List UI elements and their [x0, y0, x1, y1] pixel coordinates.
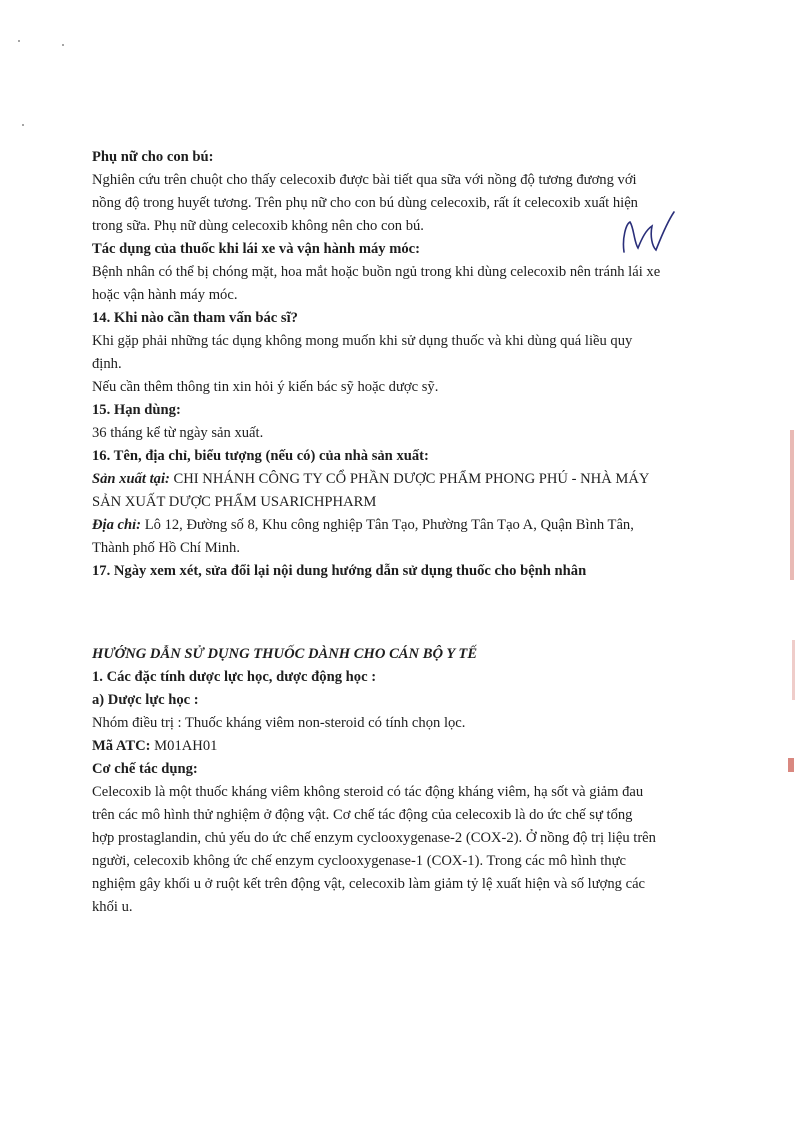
address-line — [92, 514, 716, 537]
section-heading: 15. Hạn dùng: — [92, 402, 181, 418]
paragraph-line: Nếu cần thêm thông tin xin hỏi ý kiến bác sỹ hoặc dược sỹ. — [92, 379, 439, 395]
section-heading: Tác dụng của thuốc khi lái xe và vận hành máy móc: — [92, 241, 421, 257]
section-heading: 14. Khi nào cần tham vấn bác sĩ? — [92, 310, 298, 326]
paragraph-line: Bệnh nhân có thể bị chóng mặt, hoa mắt hoặc buồn ngủ trong khi dùng celecoxib nên tránh lái xe — [92, 264, 661, 280]
address-text: Lô 12, Đường số 8, Khu công nghiệp Tân Tạo, Phường Tân Tạo A, Quận Bình Tân, — [144, 517, 634, 533]
address-label: Địa chỉ: — [92, 517, 142, 533]
scan-speck — [22, 124, 24, 126]
paragraph-line: hợp prostaglandin, chủ yếu do ức chế enzym cyclooxygenase-2 (COX-2). Ở nồng độ trị liệu trên — [92, 830, 656, 846]
manufacturer-name: CHI NHÁNH CÔNG TY CỔ PHẦN DƯỢC PHẨM PHONG PHÚ - NHÀ MÁY — [173, 471, 650, 487]
edge-scan-mark — [790, 430, 794, 580]
paragraph-line: Nghiên cứu trên chuột cho thấy celecoxib được bài tiết qua sữa với nồng độ tương đương với — [92, 172, 637, 188]
section-driving — [92, 238, 716, 307]
manufacturer-line — [92, 468, 716, 491]
edge-scan-mark — [792, 640, 795, 700]
section-heading: 16. Tên, địa chỉ, biểu tượng (nếu có) của nhà sản xuất: — [92, 448, 429, 464]
address-line: Thành phố Hồ Chí Minh. — [92, 540, 240, 556]
paragraph-line: hoặc vận hành máy móc. — [92, 287, 238, 303]
paragraph-line: trong sữa. Phụ nữ dùng celecoxib không nên cho con bú. — [92, 218, 424, 234]
paragraph-line: Nhóm điều trị : Thuốc kháng viêm non-steroid có tính chọn lọc. — [92, 715, 466, 731]
document-body — [92, 146, 716, 919]
paragraph-line: định. — [92, 356, 122, 372]
scan-speck — [62, 44, 64, 46]
paragraph-line: Celecoxib là một thuốc kháng viêm không steroid có tác động kháng viêm, hạ sốt và giảm đau — [92, 784, 644, 800]
paragraph-line: nghiệm gây khối u ở ruột kết trên động vật, celecoxib làm giảm tỷ lệ xuất hiện và số lượng các — [92, 876, 646, 892]
manufacturer-label: Sản xuất tại: — [92, 471, 170, 487]
manufacturer-line: SẢN XUẤT DƯỢC PHẨM USARICHPHARM — [92, 494, 377, 510]
subsection-heading: Cơ chế tác dụng: — [92, 761, 198, 777]
section-15 — [92, 399, 716, 445]
atc-line — [92, 735, 716, 758]
atc-label: Mã ATC: — [92, 738, 151, 754]
paragraph-line: người, celecoxib không ức chế enzym cyclooxygenase-1 (COX-1). Trong các mô hình thực — [92, 853, 626, 869]
section-spacer — [92, 583, 716, 643]
section-breastfeeding — [92, 146, 716, 238]
atc-code: M01AH01 — [154, 738, 218, 754]
subsection-heading: a) Dược lực học : — [92, 692, 199, 708]
section-heading: 17. Ngày xem xét, sửa đổi lại nội dung hướng dẫn sử dụng thuốc cho bệnh nhân — [92, 563, 587, 579]
edge-scan-mark — [788, 758, 794, 772]
scan-speck — [18, 40, 20, 42]
paragraph-line: 36 tháng kể từ ngày sản xuất. — [92, 425, 264, 441]
section-heading: 1. Các đặc tính dược lực học, dược động học : — [92, 669, 377, 685]
paragraph-line: nồng độ trong huyết tương. Trên phụ nữ cho con bú dùng celecoxib, rất ít celecoxib xuất hiện — [92, 195, 638, 211]
section-17 — [92, 560, 716, 583]
section-heading: Phụ nữ cho con bú: — [92, 149, 214, 165]
paragraph-line: Khi gặp phải những tác dụng không mong muốn khi sử dụng thuốc và khi dùng quá liều quy — [92, 333, 633, 349]
paragraph-line: khối u. — [92, 899, 133, 915]
section-14 — [92, 307, 716, 399]
hcp-title: HƯỚNG DẪN SỬ DỤNG THUỐC DÀNH CHO CÁN BỘ Y TẾ — [92, 646, 478, 662]
paragraph-line: trên các mô hình thử nghiệm ở động vật. Cơ chế tác động của celecoxib là do ức chế sự tổng — [92, 807, 633, 823]
section-hcp — [92, 643, 716, 919]
section-16 — [92, 445, 716, 560]
